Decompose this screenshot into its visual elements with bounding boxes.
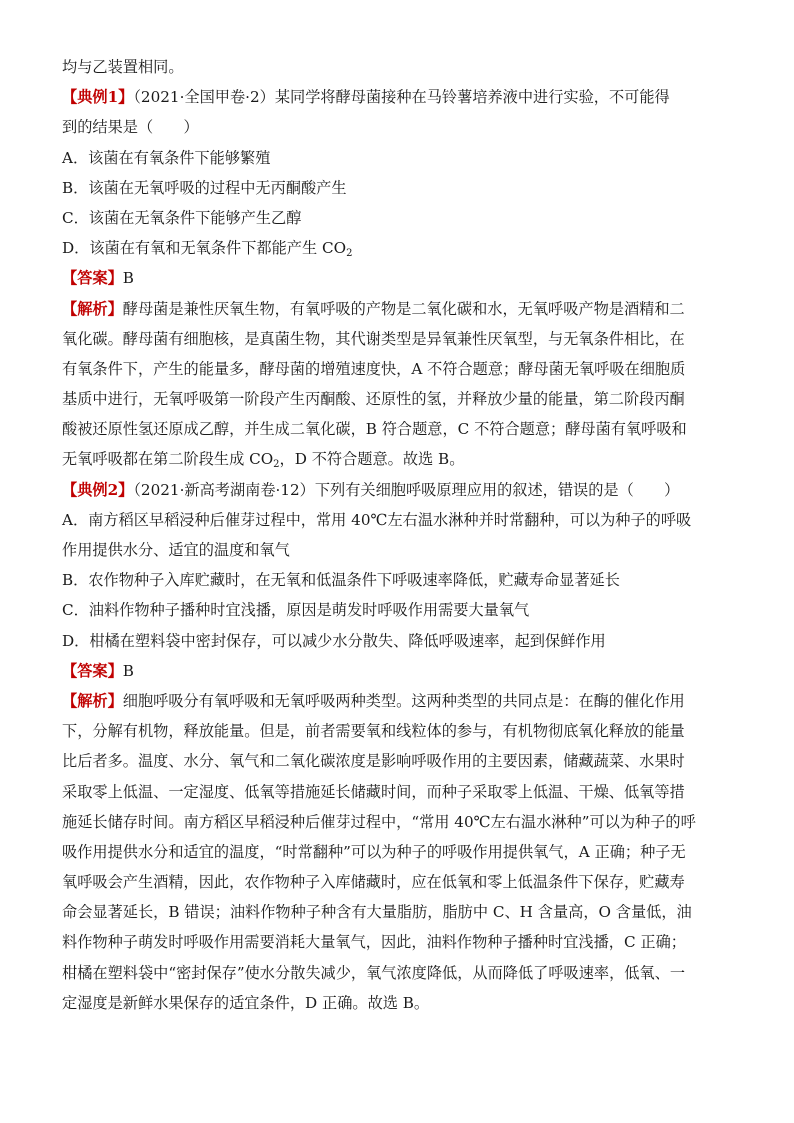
- example1-option-b: B．该菌在无氧呼吸的过程中无丙酮酸产生: [62, 178, 347, 197]
- document-page: [62, 52, 732, 1018]
- example1-analysis-line1: [62, 294, 732, 324]
- example1-analysis-subscript: 2: [273, 459, 280, 471]
- example2-answer: [62, 656, 732, 686]
- example2-analysis-line9: 料作物种子萌发时呼吸作用需要消耗大量氧气，因此，油料作物种子播种时宜浅播，C 正确；: [62, 933, 686, 952]
- example1-option-d-subscript: 2: [346, 248, 353, 260]
- example2-option-a-line2: 作用提供水分、适宜的温度和氧气: [62, 541, 290, 559]
- example2-analysis-line11: 定湿度是新鲜水果保存的适宜条件，D 正确。故选 B。: [62, 993, 430, 1012]
- example1-option-a: A．该菌在有氧条件下能够繁殖: [62, 148, 271, 167]
- example1-question-line1: [62, 82, 732, 112]
- example1-answer: [62, 263, 732, 293]
- example2-analysis-text: 细胞呼吸分有氧呼吸和无氧呼吸两种类型。这两种类型的共同点是：在酶的催化作用: [122, 691, 685, 710]
- example2-analysis-line3: 比后者多。温度、水分、氧气和二氧化碳浓度是影响呼吸作用的主要因素，储藏蔬菜、水果时: [62, 752, 685, 771]
- example1-analysis-line6: [62, 444, 732, 474]
- example2-question-text: （2021·新高考湖南卷·12）下列有关细胞呼吸原理应用的叙述，错误的是（ ）: [133, 480, 680, 499]
- example2-tag: 【典例2】: [62, 480, 134, 499]
- example1-option-c: C．该菌在无氧条件下能够产生乙醇: [62, 208, 302, 227]
- example2-analysis-tag: 【解析】: [62, 691, 123, 710]
- example1-analysis-text: 酵母菌是兼性厌氧生物，有氧呼吸的产物是二氧化碳和水，无氧呼吸产物是酒精和二: [122, 299, 685, 318]
- example2-option-b: B．农作物种子入库贮藏时，在无氧和低温条件下呼吸速率降低，贮藏寿命显著延长: [62, 571, 620, 590]
- example1-analysis-last-pre: 无氧呼吸都在第二阶段生成 CO: [62, 450, 274, 469]
- example1-option-d-text: D．该菌在有氧和无氧条件下都能产生 CO: [62, 239, 347, 258]
- example2-option-c: C．油料作物种子播种时宜浅播，原因是萌发时呼吸作用需要大量氧气: [62, 601, 530, 620]
- example2-analysis-line4: 采取零上低温、一定湿度、低氧等措施延长储藏时间，而种子采取零上低温、干燥、低氧等措: [62, 782, 685, 801]
- intro-line: 均与乙装置相同。: [62, 58, 184, 76]
- example1-analysis-line3: 有氧条件下，产生的能量多，酵母菌的增殖速度快，A 不符合题意；酵母菌无氧呼吸在细胞质: [62, 359, 686, 378]
- example1-analysis-line4: 基质中进行，无氧呼吸第一阶段产生丙酮酸、还原性的氢，并释放少量的能量，第二阶段丙酮: [62, 390, 685, 409]
- example2-analysis-line6: 吸作用提供水分和适宜的温度，“时常翻种”可以为种子的呼吸作用提供氧气，A 正确；种子无: [62, 842, 686, 861]
- example1-analysis-line2: 氧化碳。酵母菌有细胞核，是真菌生物，其代谢类型是异氧兼性厌氧型，与无氧条件相比，在: [62, 329, 685, 348]
- example2-analysis-line2: 下，分解有机物，释放能量。但是，前者需要氧和线粒体的参与，有机物彻底氧化释放的能量: [62, 722, 685, 741]
- example2-option-a-line1: A．南方稻区早稻浸种后催芽过程中，常用 40℃左右温水淋种并时常翻种，可以为种子的呼吸: [62, 510, 692, 529]
- example1-option-d: [62, 233, 732, 263]
- example2-answer-tag: 【答案】: [62, 661, 123, 680]
- example2-analysis-line5: 施延长储存时间。南方稻区早稻浸种后催芽过程中，“常用 40℃左右温水淋种”可以为种子的呼: [62, 812, 696, 831]
- example1-answer-value: B: [122, 269, 134, 288]
- example1-analysis-line5: 酸被还原性氢还原成乙醇，并生成二氧化碳，B 符合题意，C 不符合题意；酵母菌有氧呼吸和: [62, 420, 687, 439]
- example1-question-line2: 到的结果是（ ）: [62, 118, 199, 137]
- example2-question-line1: [62, 475, 732, 505]
- example2-answer-value: B: [122, 661, 134, 680]
- example2-analysis-line8: 命会显著延长，B 错误；油料作物种子种含有大量脂肪，脂肪中 C、H 含量高，O 含量低，油: [62, 903, 692, 922]
- example2-option-d: D．柑橘在塑料袋中密封保存，可以减少水分散失、降低呼吸速率，起到保鲜作用: [62, 631, 606, 650]
- example1-question-text: （2021·全国甲卷·2）某同学将酵母菌接种在马铃薯培养液中进行实验，不可能得: [133, 88, 670, 107]
- example1-answer-tag: 【答案】: [62, 269, 123, 288]
- example1-tag: 【典例1】: [62, 88, 134, 107]
- example2-analysis-line10: 柑橘在塑料袋中“密封保存”使水分散失减少，氧气浓度降低，从而降低了呼吸速率，低氧、一: [62, 963, 686, 982]
- example2-analysis-line1: [62, 686, 732, 716]
- example2-analysis-line7: 氧呼吸会产生酒精，因此，农作物种子入库储藏时，应在低氧和零上低温条件下保存，贮藏寿: [62, 873, 685, 892]
- example1-analysis-last-post: ，D 不符合题意。故选 B。: [279, 450, 465, 469]
- example1-analysis-tag: 【解析】: [62, 299, 123, 318]
